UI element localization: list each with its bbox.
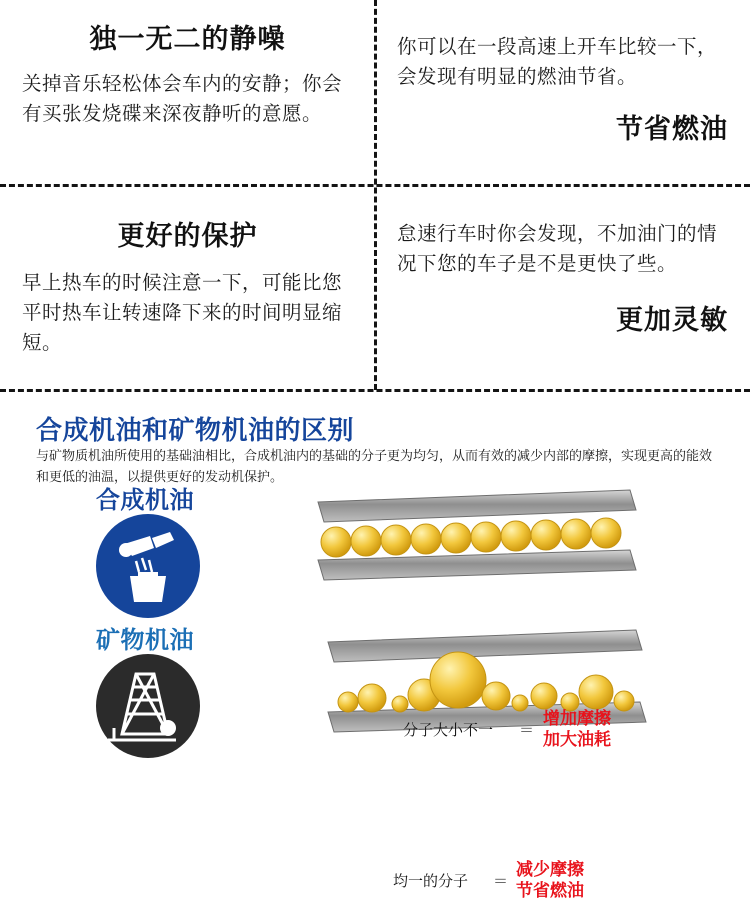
diagram-result-2-line2: 加大油耗 [543, 730, 611, 751]
feature-body-quiet: 关掉音乐轻松体会车内的安静；你会有买张发烧碟来深夜静听的意愿。 [22, 72, 343, 126]
diagram-caption-uniform: 均一的分子 [393, 872, 469, 890]
synthetic-oil-icon [96, 514, 200, 618]
feature-cell-protection [0, 185, 375, 390]
feature-cell-fuel [375, 0, 750, 185]
feature-title-quiet: 独一无二的静噪 [89, 24, 286, 55]
feature-cell-responsive [375, 185, 750, 390]
diagram-result-2-line1: 增加摩擦 [543, 709, 611, 729]
feature-title-responsive: 更加灵敏 [616, 305, 728, 337]
feature-body-responsive: 怠速行车时你会发现，不加油门的情况下您的车子是不是更快了些。 [397, 222, 718, 276]
horizontal-divider [0, 184, 750, 187]
diagram-equals-2: ＝ [519, 721, 535, 739]
diagram-result-1 [516, 860, 584, 903]
synthetic-oil-label: 合成机油 [96, 486, 194, 514]
feature-body-protection: 早上热车的时候注意一下，可能比您平时热车让转速降下来的时间明显缩短。 [22, 271, 343, 355]
comparison-title: 合成机油和矿物机油的区别 [36, 416, 355, 446]
molecule-diagram [300, 480, 730, 770]
diagram-result-1-line1: 减少摩擦 [516, 860, 584, 880]
feature-body-fuel: 你可以在一段高速上开车比较一下，会发现有明显的燃油节省。 [397, 35, 718, 89]
diagram-row-uniform [318, 490, 636, 580]
diagram-result-1-line2: 节省燃油 [516, 881, 584, 902]
diagram-equals-1: ＝ [493, 872, 509, 890]
feature-cell-quiet [0, 0, 375, 185]
comparison-description: 与矿物质机油所使用的基础油相比，合成机油内的基础的分子更为均匀，从而有效的减少内部的摩擦，实现更高的能效和更低的油温，以提供更好的发动机保护。 [36, 449, 713, 485]
diagram-caption-uneven: 分子大小不一 [403, 721, 494, 739]
feature-grid [0, 0, 750, 390]
mineral-oil-icon [96, 654, 200, 758]
feature-title-fuel: 节省燃油 [616, 114, 728, 146]
mineral-oil-label: 矿物机油 [96, 626, 194, 654]
feature-title-protection: 更好的保护 [117, 221, 258, 252]
comparison-section [0, 392, 750, 902]
diagram-result-2 [543, 709, 611, 752]
vertical-divider [374, 0, 377, 390]
